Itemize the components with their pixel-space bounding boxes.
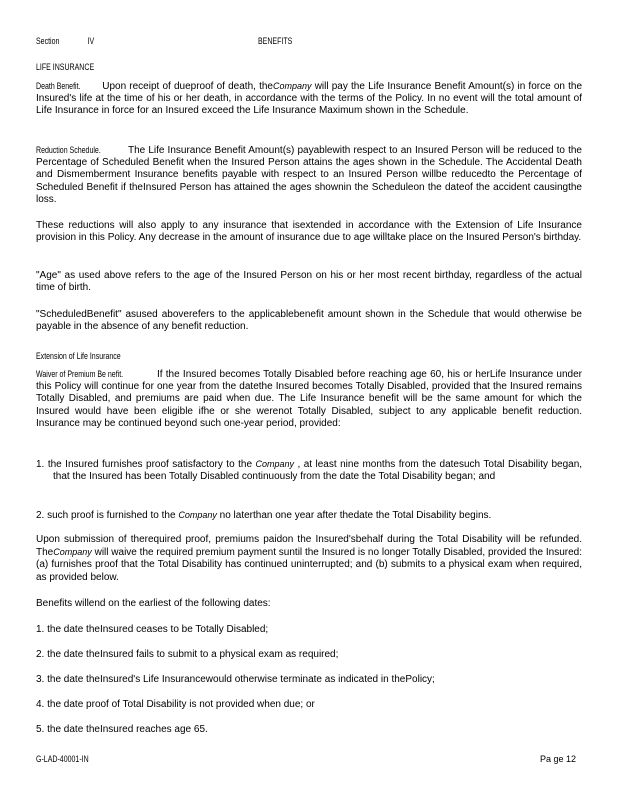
death-benefit-paragraph: Death Benefit. Upon receipt of dueproof of death, theCompany will pay the Life Insurance Benefit Amount(s) in force on the Insured's life at the time of his or her death, in accordance with the terms of the Policy. In no event will the total amount of Life Insurance in force for an Insured exceed the Life Insurance Maximum shown in the Schedule. bbox=[36, 81, 583, 117]
end-date-item-5: 5. the date theInsured reaches age 65. bbox=[36, 724, 208, 735]
company-term: Company bbox=[272, 81, 312, 91]
reduction-schedule-paragraph: Reduction Schedule. The Life Insurance Benefit Amount(s) payablewith respect to an Insured Person will be reduced to the Percentage of Scheduled Benefit when the Insured Person attains the ages shown in the Schedule. The Accidental Death and Dismemberment Insurance benefits payable with respect to an Insured Person willbe reducedto the Percentage of Scheduled Benefit if theInsured Person has attained the ages shownin the Scheduleon the dateof the accident causingthe loss. bbox=[36, 145, 582, 205]
end-date-item-1: 1. the date theInsured ceases to be Totally Disabled; bbox=[36, 624, 269, 635]
section-number: IV bbox=[87, 36, 95, 46]
page-number: Pa ge 12 bbox=[540, 754, 577, 764]
provided-item-2: 2. such proof is furnished to the Company no laterthan one year after thedate the Total Disability begins. bbox=[36, 510, 492, 521]
provided-item-1: 1. the Insured furnishes proof satisfactory to the Company , at least nine months from the datesuch Total Disability began, that the Insured has been Totally Disabled continuously from the date the Total Disability began; and bbox=[36, 459, 583, 483]
waiver-paragraph: Waiver of Premium Be nefit. If the Insured becomes Totally Disabled before reaching age 60, his or herLife Insurance under this Policy will continue for one year from the datethe Insured becomes Totally Disabled, provided that the Insured remains Totally Disabled, and premiums are paid when due. The Life Insurance benefit will be the same amount for which the Insured would have been eligible ifhe or she werenot Totally Disabled, subject to any applicable benefit reduction. Insurance may be continued beyond such one-year period, provided: bbox=[36, 369, 583, 429]
form-number: G-LAD-40001-IN bbox=[36, 754, 89, 764]
reduction-schedule-lead: Reduction Schedule. bbox=[36, 145, 101, 155]
end-date-item-2: 2. the date theInsured fails to submit to a physical exam as required; bbox=[36, 649, 339, 660]
extension-heading: Extension of Life Insurance bbox=[36, 351, 121, 361]
section-label: Section IV bbox=[36, 36, 95, 46]
reductions-paragraph: These reductions will also apply to any insurance that isextended in accordance with the Extension of Life Insurance provision in this Policy. Any decrease in the amount of insurance due to age willtake place on the Insured Person's birthday. bbox=[36, 220, 582, 244]
end-date-item-3: 3. the date theInsured's Life Insurancewould otherwise terminate as indicated in thePolicy; bbox=[36, 674, 435, 685]
section-title: BENEFITS bbox=[258, 36, 293, 46]
end-date-item-4: 4. the date proof of Total Disability is not provided when due; or bbox=[36, 699, 315, 710]
death-benefit-lead: Death Benefit. bbox=[36, 81, 81, 91]
life-insurance-heading: LIFE INSURANCE bbox=[36, 62, 95, 72]
age-definition-paragraph: "Age" as used above refers to the age of the Insured Person on his or her most recent birthday, regardless of the actual time of birth. bbox=[36, 270, 582, 294]
benefits-end-intro: Benefits willend on the earliest of the following dates: bbox=[36, 598, 271, 609]
scheduled-benefit-paragraph: "ScheduledBenefit" asused aboverefers to the applicablebenefit amount shown in the Schedule that would otherwise be payable in the absence of any benefit reduction. bbox=[36, 309, 582, 333]
submission-paragraph: Upon submission of therequired proof, premiums paidon the Insured'sbehalf during the Total Disability will be refunded. TheCompany will waive the required premium payment suntil the Insured is no longer Totally Disabled, provided the Insured: (a) furnishes proof that the Total Disability has continued uninterrupted; and (b) submits to a physical exam when required, as provided below. bbox=[36, 534, 582, 583]
waiver-lead: Waiver of Premium Be nefit. bbox=[36, 369, 124, 379]
